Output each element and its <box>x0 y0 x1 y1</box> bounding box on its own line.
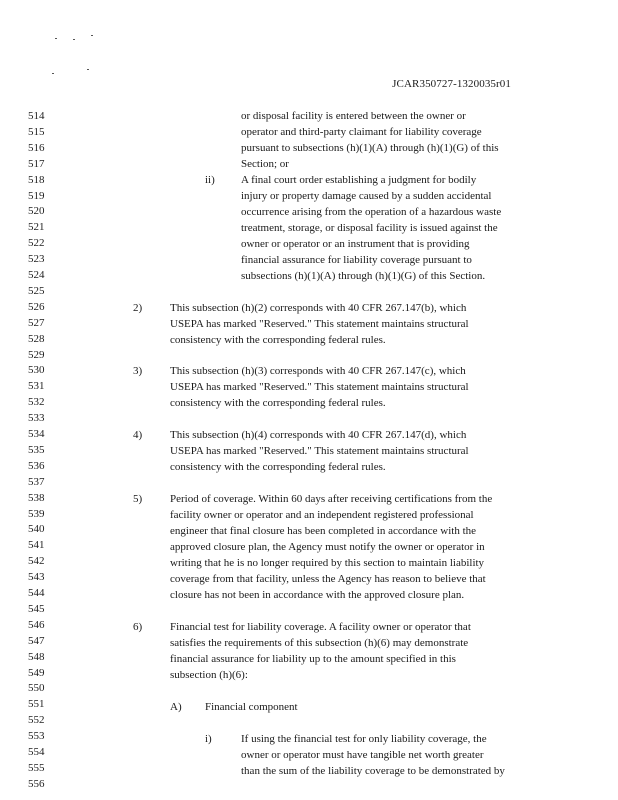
text-line: approved closure plan, the Agency must notify the owner or operator in <box>170 541 485 553</box>
line-number: 546 <box>28 618 45 631</box>
text-line: coverage from that facility, unless the Agency has reason to believe that <box>170 573 486 585</box>
scan-speck <box>73 39 75 40</box>
line-number: 514 <box>28 110 45 122</box>
line-number: 521 <box>28 221 45 234</box>
scan-speck <box>52 73 54 74</box>
text-line: facility owner or operator and an independent registered professional <box>170 509 474 521</box>
line-number: 536 <box>28 459 45 472</box>
line-number: 542 <box>28 555 45 568</box>
line-number: 553 <box>28 730 45 743</box>
line-number: 524 <box>28 269 45 281</box>
line-number: 534 <box>28 428 45 440</box>
text-line: owner or operator or an instrument that is providing <box>241 238 470 250</box>
text-line: Section; or <box>241 158 289 170</box>
text-line: operator and third-party claimant for liability coverage <box>241 126 482 138</box>
line-number: 528 <box>28 332 45 345</box>
text-line: financial assurance for liability up to the amount specified in this <box>170 653 456 665</box>
item-marker: 3) <box>133 365 143 377</box>
text-line: pursuant to subsections (h)(1)(A) through (h)(1)(G) of this <box>241 142 499 154</box>
text-line: consistency with the corresponding federal rules. <box>170 334 386 346</box>
line-number: 530 <box>28 364 45 377</box>
line-number: 515 <box>28 125 45 138</box>
line-number: 529 <box>28 348 45 361</box>
text-line: Financial test for liability coverage. A facility owner or operator that <box>170 621 471 633</box>
text-line: occurrence arising from the operation of a hazardous waste <box>241 206 502 218</box>
line-number: 526 <box>28 300 45 313</box>
line-number: 520 <box>28 205 45 218</box>
line-number: 554 <box>28 746 45 758</box>
line-number: 539 <box>28 507 45 520</box>
scan-speck <box>87 69 89 70</box>
line-number: 527 <box>28 316 45 329</box>
text-line: If using the financial test for only liability coverage, the <box>241 733 487 745</box>
item-marker: i) <box>205 733 212 745</box>
scan-speck <box>91 35 93 36</box>
text-line: owner or operator must have tangible net worth greater <box>241 749 484 761</box>
text-line: satisfies the requirements of this subsection (h)(6) may demonstrate <box>170 637 469 649</box>
line-number: 538 <box>28 491 45 504</box>
text-line: This subsection (h)(3) corresponds with 40 CFR 267.147(c), which <box>170 365 466 377</box>
line-number: 550 <box>28 682 45 695</box>
line-number: 541 <box>28 539 45 552</box>
line-number: 522 <box>28 237 45 250</box>
text-line: engineer that final closure has been completed in accordance with the <box>170 525 477 537</box>
text-line: A final court order establishing a judgment for bodily <box>241 174 477 186</box>
line-number: 551 <box>28 698 45 711</box>
text-line: USEPA has marked "Reserved." This statement maintains structural <box>170 445 469 457</box>
text-line: subsections (h)(1)(A) through (h)(1)(G) of this Section. <box>241 270 486 282</box>
text-line: treatment, storage, or disposal facility is issued against the <box>241 222 498 234</box>
text-line: Financial component <box>205 701 298 713</box>
document-id-header: JCAR350727-1320035r01 <box>392 78 511 90</box>
line-number: 555 <box>28 761 45 774</box>
line-number: 517 <box>28 157 45 170</box>
line-number: 543 <box>28 571 45 584</box>
line-number: 525 <box>28 284 45 297</box>
line-number: 549 <box>28 666 45 679</box>
line-number: 545 <box>28 602 45 615</box>
line-number: 552 <box>28 714 45 727</box>
line-number: 516 <box>28 141 45 154</box>
line-number: 556 <box>28 777 45 790</box>
text-line: consistency with the corresponding federal rules. <box>170 461 386 473</box>
item-marker: 2) <box>133 302 143 314</box>
text-line: This subsection (h)(4) corresponds with 40 CFR 267.147(d), which <box>170 429 467 441</box>
text-line: financial assurance for liability coverage pursuant to <box>241 254 472 266</box>
line-number: 523 <box>28 253 45 266</box>
scan-speck <box>55 38 57 39</box>
line-number: 532 <box>28 396 45 409</box>
text-line: Period of coverage. Within 60 days after receiving certifications from the <box>170 493 493 505</box>
item-marker: A) <box>170 701 182 713</box>
line-number: 548 <box>28 650 45 663</box>
text-line: subsection (h)(6): <box>170 669 248 681</box>
text-line: than the sum of the liability coverage to be demonstrated by <box>241 765 505 777</box>
line-number: 518 <box>28 173 45 186</box>
item-marker: 6) <box>133 621 143 633</box>
line-number: 519 <box>28 189 45 202</box>
text-line: USEPA has marked "Reserved." This statement maintains structural <box>170 381 469 393</box>
text-line: consistency with the corresponding federal rules. <box>170 397 386 409</box>
line-number: 547 <box>28 634 45 647</box>
item-marker: 4) <box>133 429 143 441</box>
text-line: USEPA has marked "Reserved." This statement maintains structural <box>170 318 469 330</box>
text-line: injury or property damage caused by a sudden accidental <box>241 190 492 202</box>
item-marker: 5) <box>133 493 143 505</box>
line-number: 531 <box>28 380 45 393</box>
line-number: 535 <box>28 443 45 456</box>
line-number: 537 <box>28 475 45 488</box>
item-marker: ii) <box>205 174 215 186</box>
line-number: 533 <box>28 412 45 425</box>
text-line: or disposal facility is entered between the owner or <box>241 110 466 122</box>
text-line: closure has not been in accordance with the approved closure plan. <box>170 589 465 601</box>
line-number: 540 <box>28 523 45 536</box>
text-line: writing that he is no longer required by this section to maintain liability <box>170 557 485 569</box>
text-line: This subsection (h)(2) corresponds with 40 CFR 267.147(b), which <box>170 302 467 314</box>
line-number: 544 <box>28 587 45 599</box>
